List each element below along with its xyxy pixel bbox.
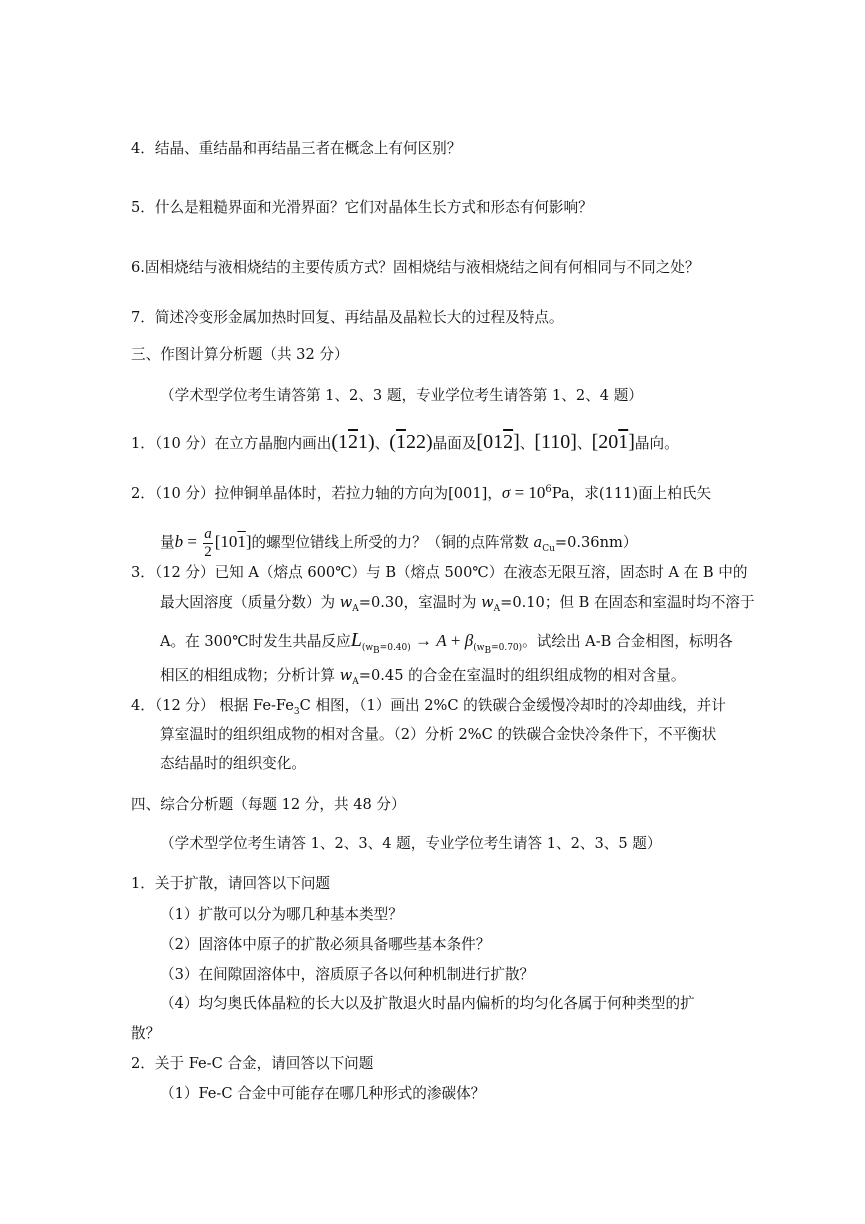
s3-question-3-line-3: A。在 300℃时发生共晶反应$L_{(w_B=0.40)} \to A + \beta_{(w_B=0.70)}$。试绘出 A-B 合金相图，标明各: [160, 629, 733, 656]
s3-question-4-line-1: 4．（12 分） 根据 $Fe-Fe_3C$ 相图，（1）画出 2%C 的铁碳合金缓慢冷却时的冷却曲线，并计: [131, 697, 726, 717]
s4-question-1-sub-2: （2）固溶体中原子的扩散必须具备哪些基本条件？: [160, 936, 491, 953]
s3-question-4-line-3: 态结晶时的组织变化。: [160, 755, 306, 772]
section-4-note: （学术型学位考生请答 1、2、3、4 题，专业学位考生请答 1、2、3、5 题）: [160, 835, 662, 852]
s3-question-3-line-2: 最大固溶度（质量分数）为 $w_A=0.30$，室温时为 $w_A=0.10$；但 B 在固态和室温时均不溶于: [160, 594, 755, 614]
s4-question-1-sub-3: （3）在间隙固溶体中，溶质原子各以何种机制进行扩散？: [160, 966, 535, 983]
s3-question-3-line-1: 3．（12 分）已知 A（熔点 600℃）与 B（熔点 500℃）在液态无限互溶，固态时 A 在 B 中的: [131, 564, 748, 581]
s3-question-1: 1．（10 分）在立方晶胞内画出(121)、(122)晶面及[012]、[110]、[201]晶向。: [131, 431, 679, 453]
s4-question-1: 1．关于扩散，请回答以下问题: [131, 875, 331, 892]
s4-question-2-sub-1: （1）Fe-C 合金中可能存在哪几种形式的渗碳体？: [160, 1085, 486, 1102]
s4-question-1-sub-1: （1）扩散可以分为哪几种基本类型？: [160, 906, 403, 923]
question-5: 5．什么是粗糙界面和光滑界面？它们对晶体生长方式和形态有何影响？: [131, 199, 593, 216]
s4-question-1-sub-4-cont: 散？: [131, 1025, 161, 1042]
question-4: 4．结晶、重结晶和再结晶三者在概念上有何区别？: [131, 140, 462, 157]
s3-question-2-line-2: 量b = $\frac{a}{2}$ [101]的螺型位错线上所受的力？（铜的点阵常数 $a_{Cu}=0.36nm$）: [160, 525, 638, 560]
s3-question-2-line-1: 2．（10 分）拉伸铜单晶体时，若拉力轴的方向为[001]，$\sigma = 10^6Pa$，求(111)面上柏氏矢: [131, 482, 712, 502]
section-4-title: 四、综合分析题（每题 12 分，共 48 分）: [131, 796, 406, 813]
section-3-title: 三、作图计算分析题（共 32 分）: [131, 346, 349, 363]
question-7: 7．简述冷变形金属加热时回复、再结晶及晶粒长大的过程及特点。: [131, 309, 564, 326]
question-6: 6.固相烧结与液相烧结的主要传质方式？固相烧结与液相烧结之间有何相同与不同之处？: [131, 259, 700, 276]
section-3-note: （学术型学位考生请答第 1、2、3 题，专业学位考生请答第 1、2、4 题）: [160, 387, 643, 404]
s4-question-2: 2．关于 Fe-C 合金，请回答以下问题: [131, 1055, 374, 1072]
s4-question-1-sub-4: （4）均匀奥氏体晶粒的长大以及扩散退火时晶内偏析的均匀化各属于何种类型的扩: [160, 995, 695, 1012]
fraction-a-over-2: $\frac{a}{2}$: [204, 525, 212, 560]
s3-question-3-line-4: 相区的相组成物；分析计算 $w_A=0.45$ 的合金在室温时的组织组成物的相对含量。: [160, 667, 686, 687]
s3-question-4-line-2: 算室温时的组织组成物的相对含量。（2）分析 2%C 的铁碳合金快冷条件下，不平衡状: [160, 726, 717, 743]
